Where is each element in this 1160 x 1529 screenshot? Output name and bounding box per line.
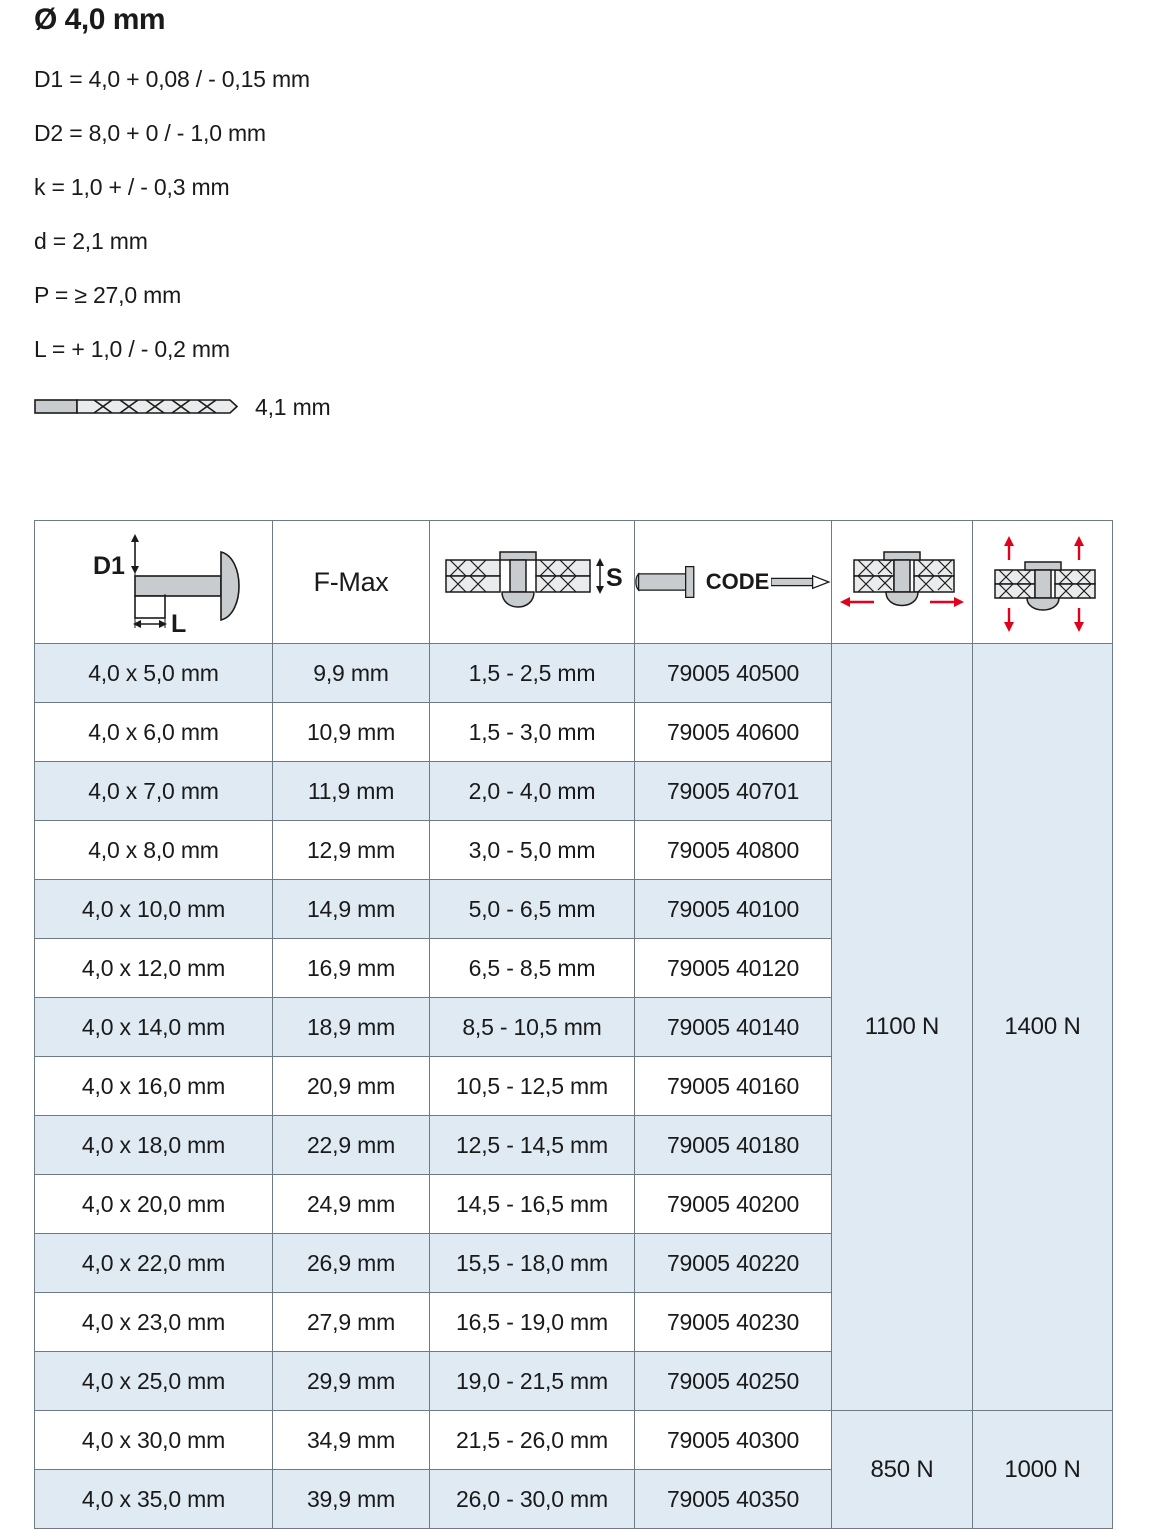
cell-code: 79005 40300 (635, 1411, 832, 1470)
cell-tensile-force: 1000 N (973, 1411, 1113, 1529)
shear-strength-icon (838, 530, 966, 634)
header-cell-code (635, 521, 832, 644)
clamping-range-s-icon (440, 530, 625, 634)
drill-bit-icon (34, 395, 239, 419)
cell-dimension: 4,0 x 6,0 mm (35, 703, 273, 762)
code-label: CODE (705, 569, 770, 594)
spec-line-d2: D2 = 8,0 + 0 / - 1,0 mm (34, 120, 266, 146)
cell-clamping-range: 1,5 - 3,0 mm (430, 703, 635, 762)
cell-clamping-range: 15,5 - 18,0 mm (430, 1234, 635, 1293)
svg-text:S: S (605, 564, 623, 592)
cell-code: 79005 40100 (635, 880, 832, 939)
spec-line-p: P = ≥ 27,0 mm (34, 282, 182, 308)
cell-fmax: 29,9 mm (273, 1352, 430, 1411)
cell-dimension: 4,0 x 30,0 mm (35, 1411, 273, 1470)
cell-clamping-range: 8,5 - 10,5 mm (430, 998, 635, 1057)
tensile-strength-icon (979, 530, 1107, 634)
header-cell-fmax: F-Max (273, 521, 430, 644)
cell-fmax: 12,9 mm (273, 821, 430, 880)
cell-code: 79005 40500 (635, 644, 832, 703)
cell-code: 79005 40350 (635, 1470, 832, 1529)
cell-dimension: 4,0 x 20,0 mm (35, 1175, 273, 1234)
spec-line-d: d = 2,1 mm (34, 228, 148, 254)
rivet-code-icon (635, 559, 704, 605)
cell-code: 79005 40160 (635, 1057, 832, 1116)
mandrel-icon (771, 567, 831, 597)
drill-diameter-label: 4,1 mm (255, 393, 331, 420)
cell-fmax: 26,9 mm (273, 1234, 430, 1293)
spec-list (34, 52, 1126, 376)
cell-code: 79005 40140 (635, 998, 832, 1057)
rivet-specification-table (34, 520, 1113, 1529)
cell-fmax: 14,9 mm (273, 880, 430, 939)
cell-fmax: 18,9 mm (273, 998, 430, 1057)
cell-clamping-range: 10,5 - 12,5 mm (430, 1057, 635, 1116)
table-row (35, 1411, 1113, 1470)
cell-clamping-range: 21,5 - 26,0 mm (430, 1411, 635, 1470)
cell-dimension: 4,0 x 18,0 mm (35, 1116, 273, 1175)
cell-code: 79005 40220 (635, 1234, 832, 1293)
cell-code: 79005 40120 (635, 939, 832, 998)
cell-clamping-range: 2,0 - 4,0 mm (430, 762, 635, 821)
cell-clamping-range: 3,0 - 5,0 mm (430, 821, 635, 880)
cell-tensile-force: 1400 N (973, 644, 1113, 1411)
cell-dimension: 4,0 x 10,0 mm (35, 880, 273, 939)
cell-fmax: 39,9 mm (273, 1470, 430, 1529)
page-title: Ø 4,0 mm (34, 3, 166, 36)
cell-clamping-range: 16,5 - 19,0 mm (430, 1293, 635, 1352)
header-cell-shear-strength (832, 521, 973, 644)
cell-fmax: 11,9 mm (273, 762, 430, 821)
cell-code: 79005 40250 (635, 1352, 832, 1411)
cell-fmax: 22,9 mm (273, 1116, 430, 1175)
spec-line-l: L = + 1,0 / - 0,2 mm (34, 336, 230, 362)
cell-dimension: 4,0 x 12,0 mm (35, 939, 273, 998)
cell-fmax: 24,9 mm (273, 1175, 430, 1234)
table-body (35, 644, 1113, 1529)
drill-requirement (34, 390, 1126, 424)
cell-code: 79005 40600 (635, 703, 832, 762)
cell-clamping-range: 19,0 - 21,5 mm (430, 1352, 635, 1411)
cell-fmax: 9,9 mm (273, 644, 430, 703)
table-row (35, 644, 1113, 703)
cell-clamping-range: 6,5 - 8,5 mm (430, 939, 635, 998)
header-cell-dimension (35, 521, 273, 644)
cell-fmax: 20,9 mm (273, 1057, 430, 1116)
cell-dimension: 4,0 x 8,0 mm (35, 821, 273, 880)
svg-text:D1: D1 (92, 552, 125, 580)
cell-clamping-range: 1,5 - 2,5 mm (430, 644, 635, 703)
cell-code: 79005 40701 (635, 762, 832, 821)
cell-dimension: 4,0 x 5,0 mm (35, 644, 273, 703)
header-cell-tensile-strength (973, 521, 1113, 644)
spec-line-k: k = 1,0 + / - 0,3 mm (34, 174, 230, 200)
cell-code: 79005 40230 (635, 1293, 832, 1352)
spec-line-d1: D1 = 4,0 + 0,08 / - 0,15 mm (34, 66, 310, 92)
cell-code: 79005 40200 (635, 1175, 832, 1234)
cell-clamping-range: 12,5 - 14,5 mm (430, 1116, 635, 1175)
cell-code: 79005 40180 (635, 1116, 832, 1175)
cell-fmax: 16,9 mm (273, 939, 430, 998)
header-cell-clamping-range (430, 521, 635, 644)
cell-dimension: 4,0 x 7,0 mm (35, 762, 273, 821)
cell-dimension: 4,0 x 22,0 mm (35, 1234, 273, 1293)
table-header-row (35, 521, 1113, 644)
cell-clamping-range: 26,0 - 30,0 mm (430, 1470, 635, 1529)
cell-clamping-range: 5,0 - 6,5 mm (430, 880, 635, 939)
cell-shear-force: 850 N (832, 1411, 973, 1529)
rivet-dimension-d1-l-icon (49, 528, 259, 636)
cell-dimension: 4,0 x 16,0 mm (35, 1057, 273, 1116)
cell-fmax: 27,9 mm (273, 1293, 430, 1352)
cell-clamping-range: 14,5 - 16,5 mm (430, 1175, 635, 1234)
cell-dimension: 4,0 x 35,0 mm (35, 1470, 273, 1529)
cell-fmax: 10,9 mm (273, 703, 430, 762)
cell-fmax: 34,9 mm (273, 1411, 430, 1470)
cell-dimension: 4,0 x 14,0 mm (35, 998, 273, 1057)
cell-dimension: 4,0 x 25,0 mm (35, 1352, 273, 1411)
cell-code: 79005 40800 (635, 821, 832, 880)
cell-shear-force: 1100 N (832, 644, 973, 1411)
cell-dimension: 4,0 x 23,0 mm (35, 1293, 273, 1352)
svg-text:L: L (170, 610, 186, 636)
